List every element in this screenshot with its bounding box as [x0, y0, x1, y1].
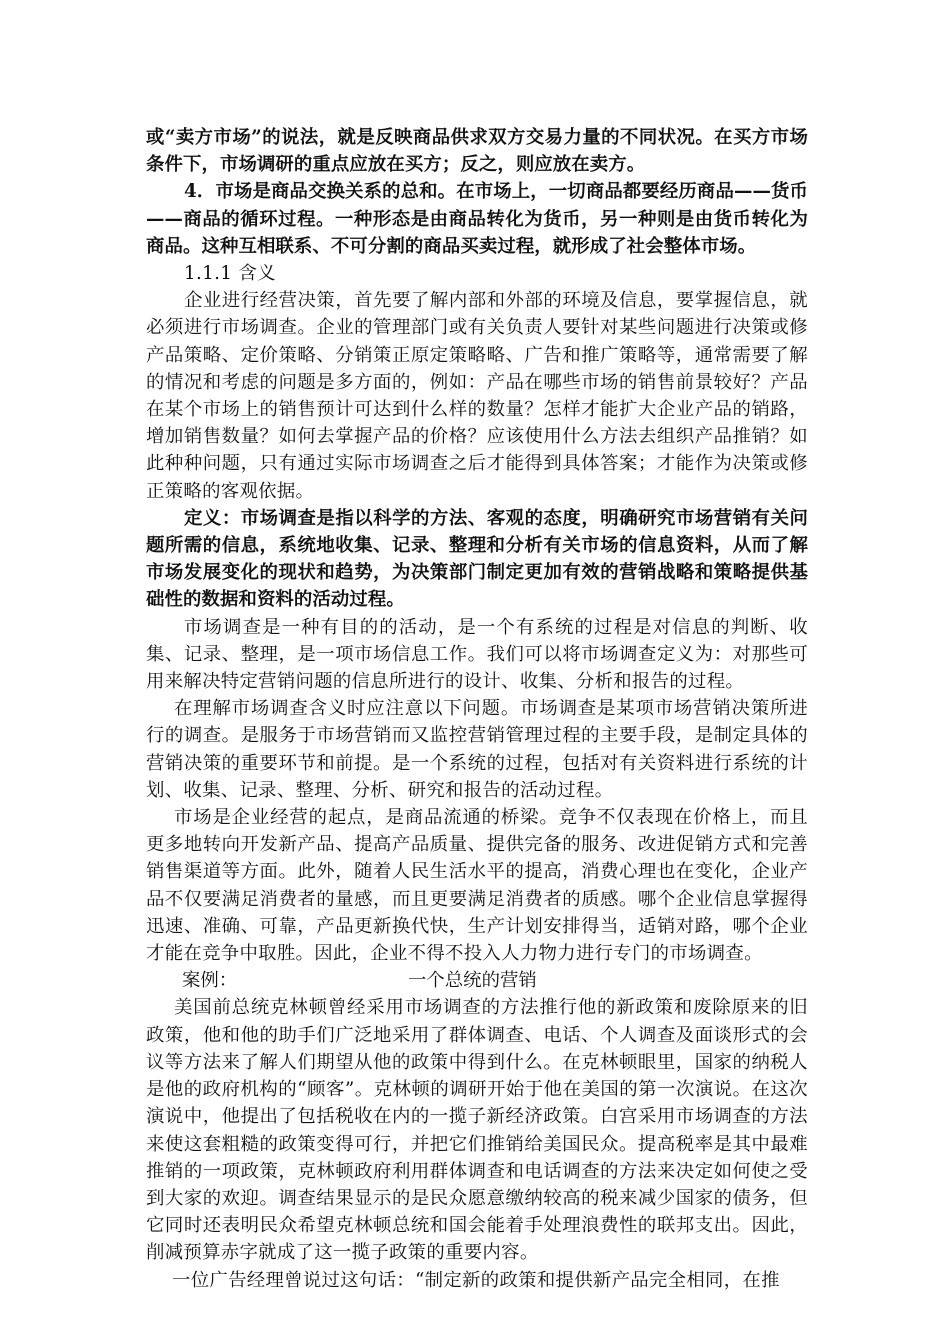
section-heading-meaning: 1.1.1 含义: [184, 263, 276, 285]
paragraph-market-exchange-total: 4．市场是商品交换关系的总和。在市场上，一切商品都要经历商品——货币——商品的循环过程。一种形态是由商品转化为货币，另一种则是由货币转化为商品。这种互相联系、不可分割的商品买卖过程，就形成了社会整体市场。: [146, 181, 808, 257]
paragraph-purposeful-activity: 市场调查是一种有目的的活动，是一个有系统的过程是对信息的判断、收集、记录、整理，是一项市场信息工作。我们可以将市场调查定义为：对那些可用来解决特定营销问题的信息所进行的设计、收集、分析和报告的过程。: [146, 616, 808, 693]
case-heading: [146, 967, 808, 994]
paragraph-definition: 定义：市场调查是指以科学的方法、客观的态度，明确研究市场营销有关问题所需的信息，系统地收集、记录、整理和分析有关市场的信息资料，从而了解市场发展变化的现状和趋势，为决策部门制定更加有效的营销战略和策略提供基础性的数据和资料的活动过程。: [146, 507, 808, 611]
case-title: 一个总统的营销: [408, 970, 537, 992]
case-label: 案例：: [182, 970, 238, 992]
document-body: [146, 124, 808, 1294]
paragraph-understanding-notes: 在理解市场调查含义时应注意以下问题。市场调查是某项市场营销决策所进行的调查。是服务于市场营销而又监控营销管理过程的主要手段，是制定具体的营销决策的重要环节和前提。是一个系统的过程，包括对有关资料进行系统的计划、收集、记录、整理、分析、研究和报告的活动过程。: [146, 698, 808, 801]
paragraph-buyer-seller-market: 或“卖方市场”的说法，就是反映商品供求双方交易力量的不同状况。在买方市场条件下，市场调研的重点应放在买方；反之，则应放在卖方。: [146, 127, 808, 176]
paragraph-clinton-case: 美国前总统克林顿曾经采用市场调查的方法推行他的新政策和废除原来的旧政策，他和他的助手们广泛地采用了群体调查、电话、个人调查及面谈形式的会议等方法来了解人们期望从他的政策中得到什么。在克林顿眼里，国家的纳税人是他的政府机构的“顾客”。克林顿的调研开始于他在美国的第一次演说。在这次演说中，他提出了包括税收在内的一揽子新经济政策。白宫采用市场调查的方法来使这套粗糙的政策变得可行，并把它们推销给美国民众。提高税率是其中最难推销的一项政策，克林顿政府利用群体调查和电话调查的方法来决定如何使之受到大家的欢迎。调查结果显示的是民众愿意缴纳较高的税来减少国家的债务，但它同时还表明民众希望克林顿总统和国会能着手处理浪费性的联邦支出。因此，削减预算赤字就成了这一揽子政策的重要内容。: [146, 997, 808, 1264]
paragraph-market-starting-point: 市场是企业经营的起点，是商品流通的桥梁。竞争不仅表现在价格上，而且更多地转向开发新产品、提高产品质量、提供完备的服务、改进促销方式和完善销售渠道等方面。此外，随着人民生活水平的提高，消费心理也在变化，企业产品不仅要满足消费者的量感，而且更要满足消费者的质感。哪个企业信息掌握得迅速、准确、可靠，产品更新换代快，生产计划安排得当，适销对路，哪个企业才能在竞争中取胜。因此，企业不得不投入人力物力进行专门的市场调查。: [146, 807, 808, 965]
paragraph-business-decision: 企业进行经营决策，首先要了解内部和外部的环境及信息，要掌握信息，就必须进行市场调查。企业的管理部门或有关负责人要针对某些问题进行决策或修产品策略、定价策略、分销策正原定策略略、广告和推广策略等，通常需要了解的情况和考虑的问题是多方面的，例如：产品在哪些市场的销售前景较好？产品在某个市场上的销售预计可达到什么样的数量？怎样才能扩大企业产品的销路，增加销售数量？如何去掌握产品的价格？应该使用什么方法去组织产品推销？如此种种问题，只有通过实际市场调查之后才能得到具体答案；才能作为决策或修正策略的客观依据。: [146, 290, 808, 502]
paragraph-ad-manager-quote: 一位广告经理曾说过这句话：“制定新的政策和提供新产品完全相同，在推: [172, 1269, 780, 1291]
